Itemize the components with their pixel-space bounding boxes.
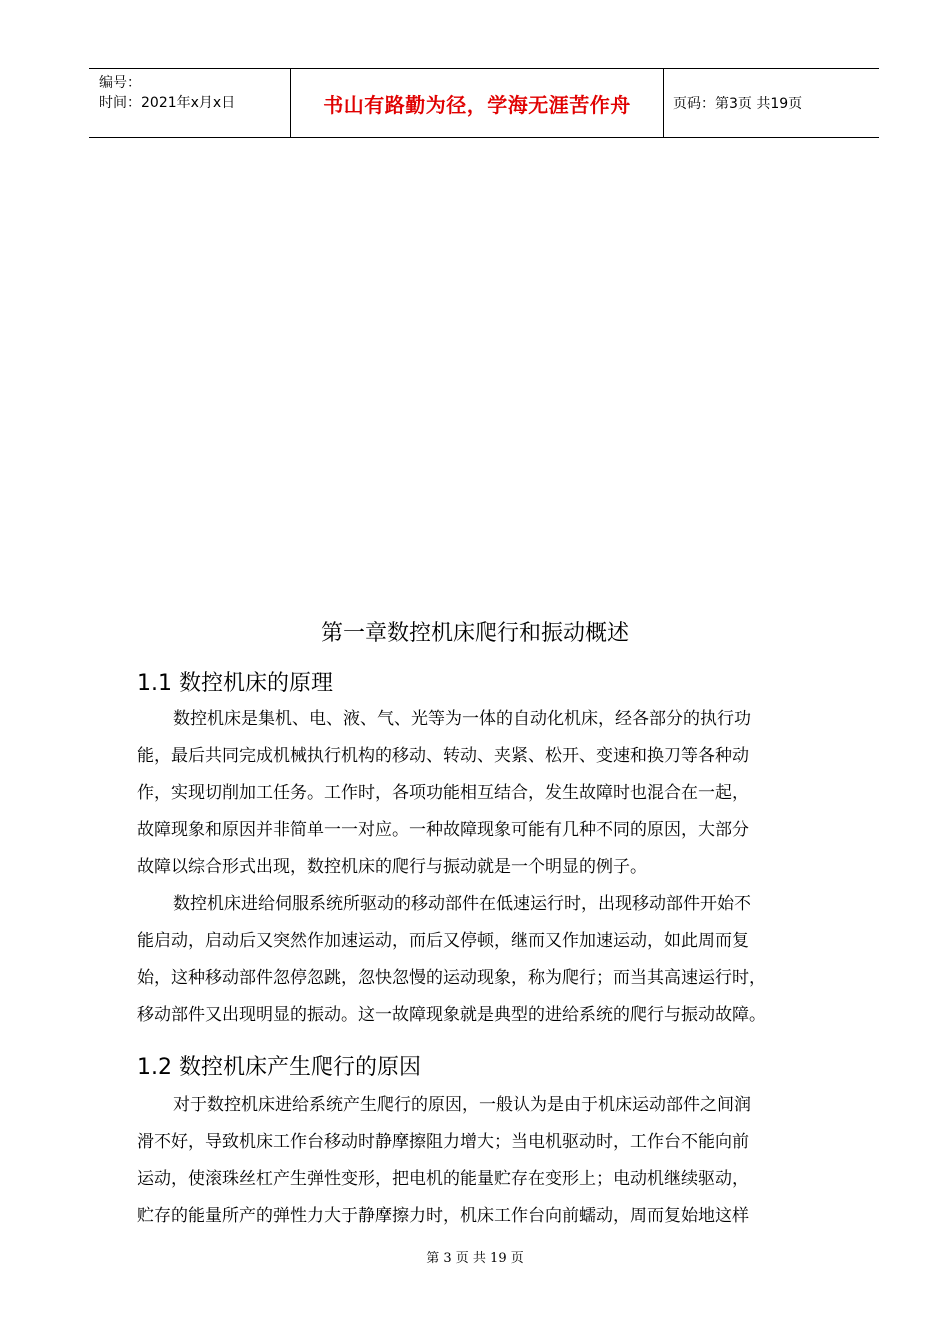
paragraph-crawling-causes <box>137 1087 837 1235</box>
paragraph-line: 滑不好，导致机床工作台移动时静摩擦阻力增大；当电机驱动时，工作台不能向前 <box>137 1132 749 1152</box>
paragraph-line: 数控机床进给伺服系统所驱动的移动部件在低速运行时，出现移动部件开始不 <box>173 894 751 914</box>
paragraph-line: 贮存的能量所产的弹性力大于静摩擦力时，机床工作台向前蠕动，周而复始地这样 <box>137 1206 749 1226</box>
paragraph-line: 故障现象和原因并非简单一一对应。一种故障现象可能有几种不同的原因，大部分 <box>137 820 749 840</box>
header-meta <box>99 73 235 113</box>
chapter-title: 第一章数控机床爬行和振动概述 <box>320 621 629 646</box>
paragraph-line: 故障以综合形式出现，数控机床的爬行与振动就是一个明显的例子。 <box>137 857 647 877</box>
header-motto: 书山有路勤为径，学海无涯苦作舟 <box>323 92 631 117</box>
header-time-label: 时间：2021年x月x日 <box>99 95 236 111</box>
header-page-info: 页码：第3页 共19页 <box>673 96 803 112</box>
header-number-label: 编号： <box>99 75 141 91</box>
paragraph-line: 能启动，启动后又突然作加速运动，而后又停顿，继而又作加速运动，如此周而复 <box>137 931 749 951</box>
section-heading-1-1: 1.1 数控机床的原理 <box>137 671 333 696</box>
header-divider <box>663 69 664 137</box>
paragraph-line: 始，这种移动部件忽停忽跳，忽快忽慢的运动现象，称为爬行；而当其高速运行时， <box>137 968 766 988</box>
page-footer: 第 3 页 共 19 页 <box>426 1251 524 1266</box>
paragraph-line: 能，最后共同完成机械执行机构的移动、转动、夹紧、松开、变速和换刀等各种动 <box>137 746 749 766</box>
paragraph-line: 移动部件又出现明显的振动。这一故障现象就是典型的进给系统的爬行与振动故障。 <box>137 1005 766 1025</box>
paragraph-principle <box>137 701 837 886</box>
paragraph-crawling-definition <box>137 886 837 1034</box>
paragraph-line: 运动，使滚珠丝杠产生弹性变形，把电机的能量贮存在变形上；电动机继续驱动， <box>137 1169 749 1189</box>
paragraph-line: 对于数控机床进给系统产生爬行的原因，一般认为是由于机床运动部件之间润 <box>173 1095 751 1115</box>
section-heading-1-2: 1.2 数控机床产生爬行的原因 <box>137 1055 421 1080</box>
paragraph-line: 数控机床是集机、电、液、气、光等为一体的自动化机床，经各部分的执行功 <box>173 709 751 729</box>
paragraph-line: 作，实现切削加工任务。工作时，各项功能相互结合，发生故障时也混合在一起， <box>137 783 749 803</box>
page-header <box>89 68 879 138</box>
